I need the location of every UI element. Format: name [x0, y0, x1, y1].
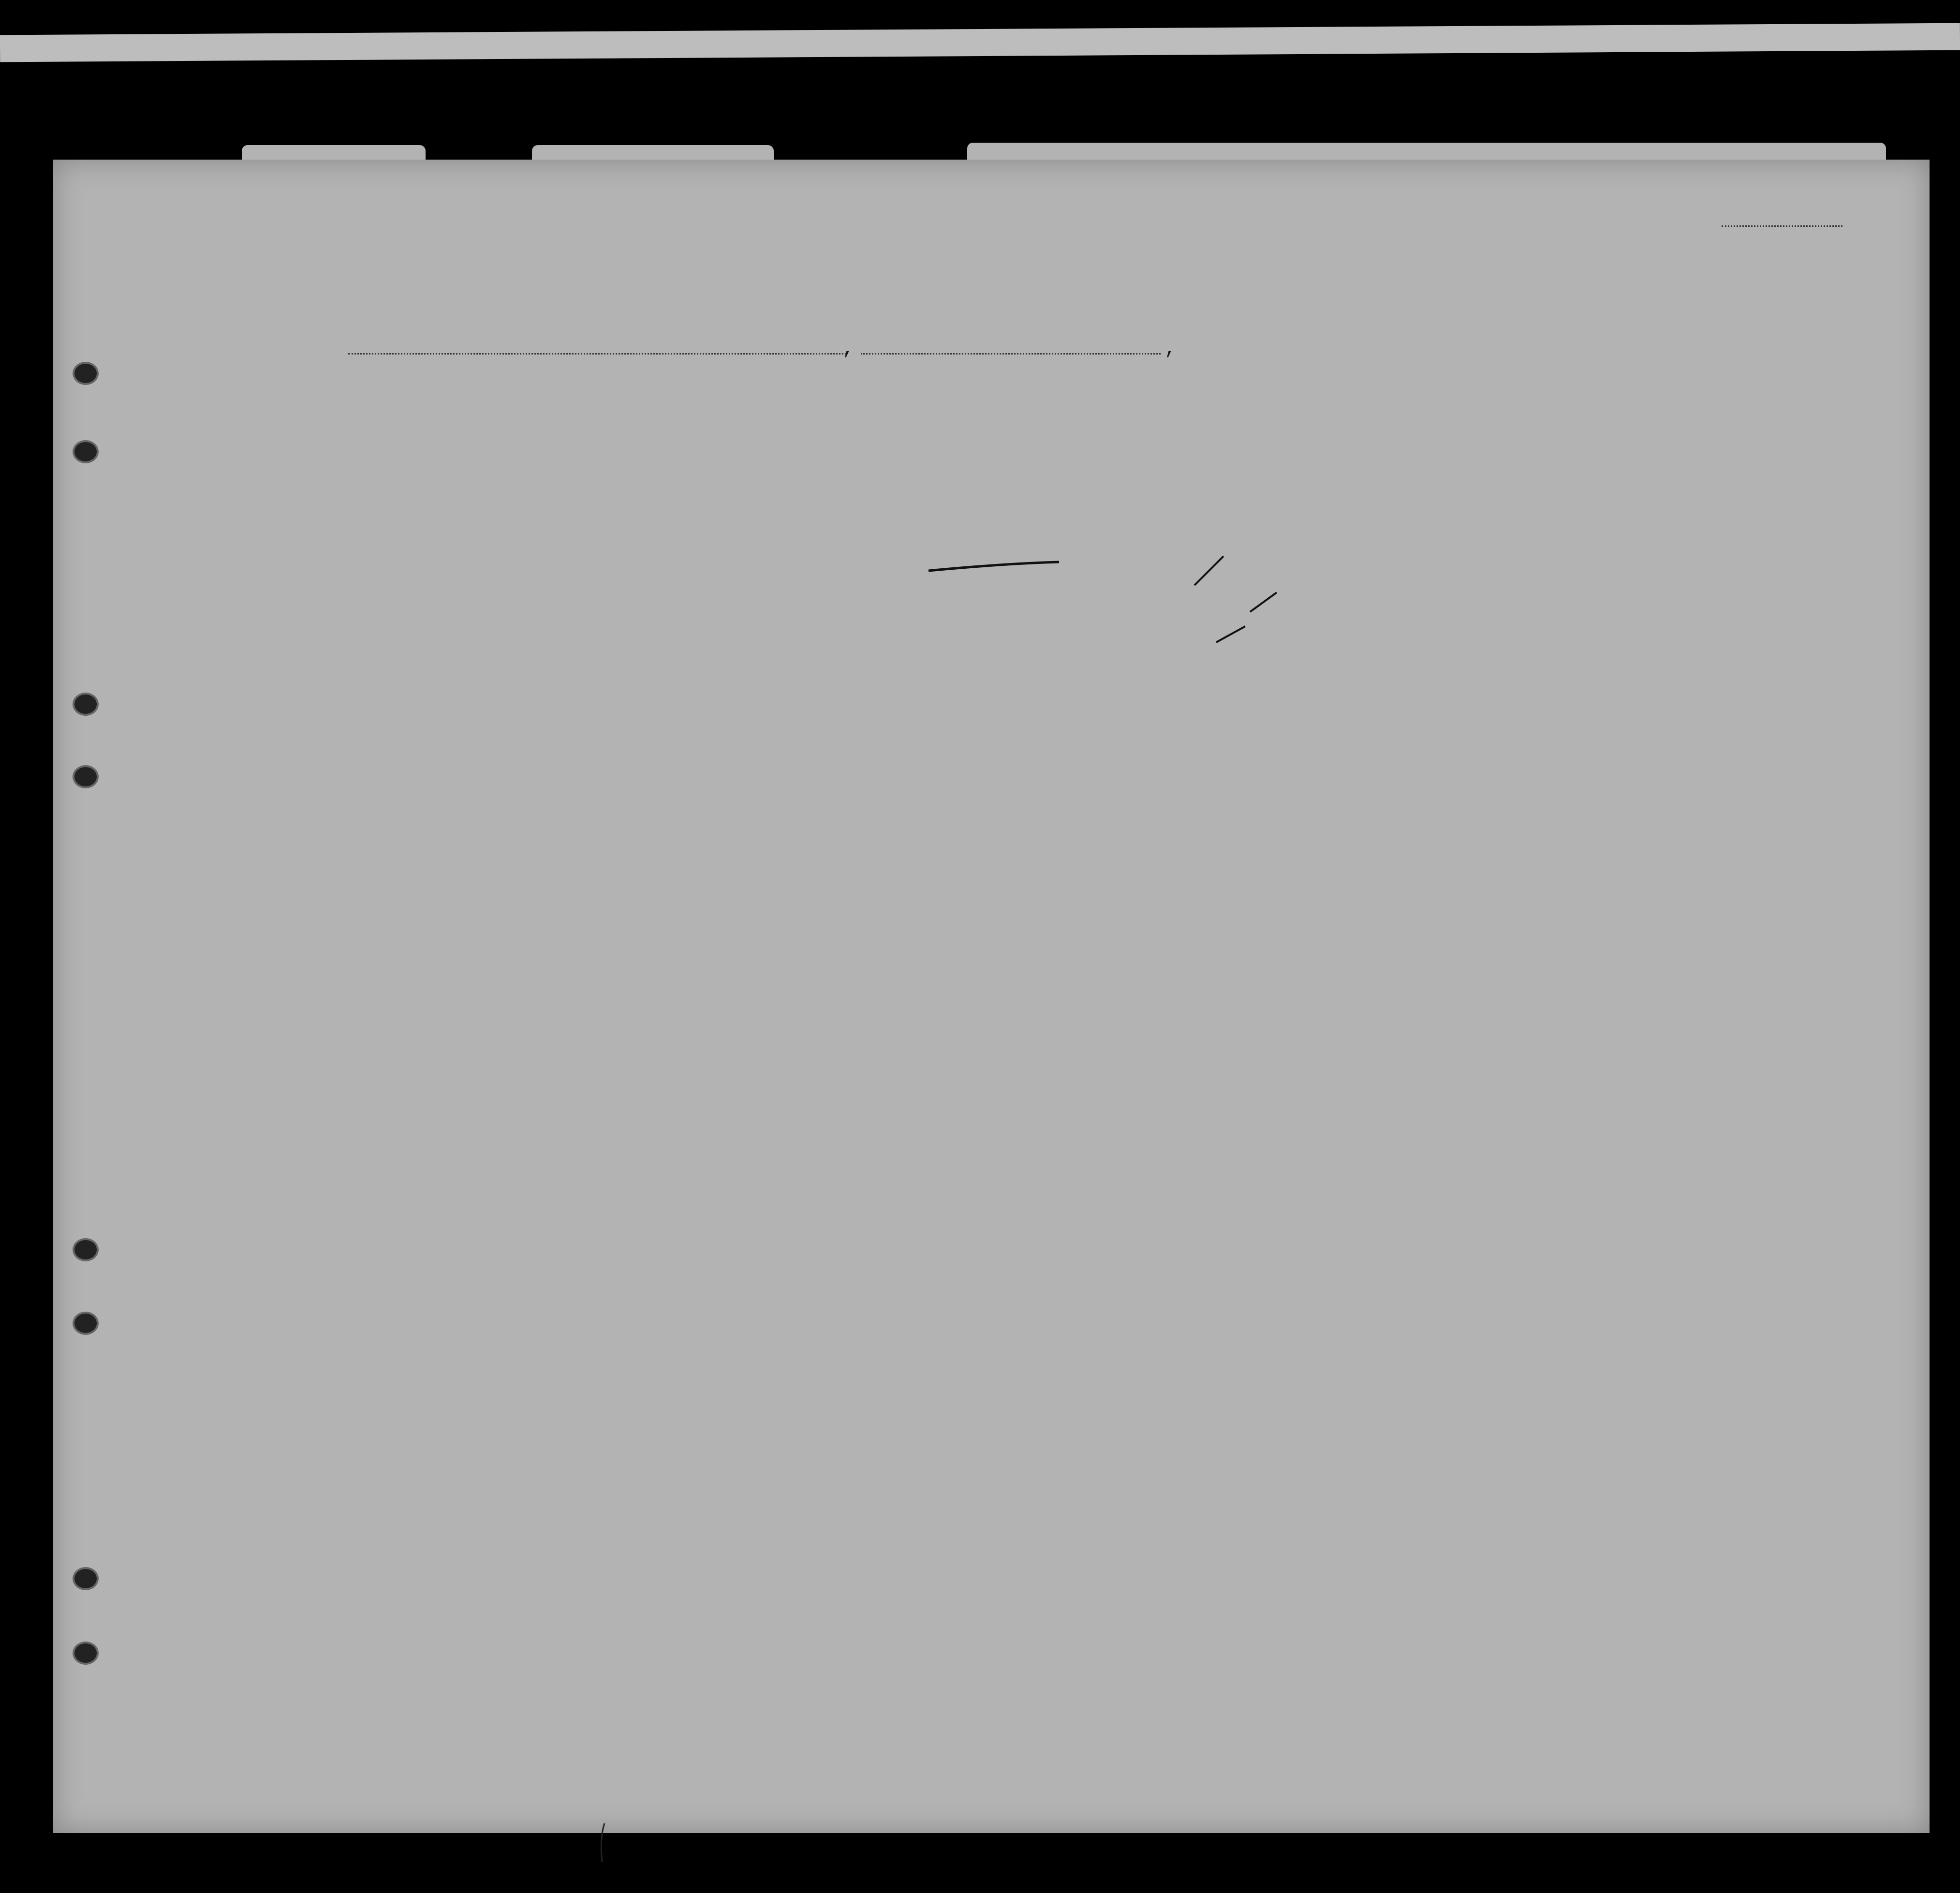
check-mark — [1216, 626, 1245, 642]
strikethrough-mark — [928, 562, 1059, 571]
pencil-mark — [601, 1823, 604, 1862]
comma: , — [842, 339, 855, 360]
comma: , — [1164, 339, 1177, 360]
check-mark — [1250, 592, 1277, 612]
check-mark — [1194, 556, 1223, 585]
